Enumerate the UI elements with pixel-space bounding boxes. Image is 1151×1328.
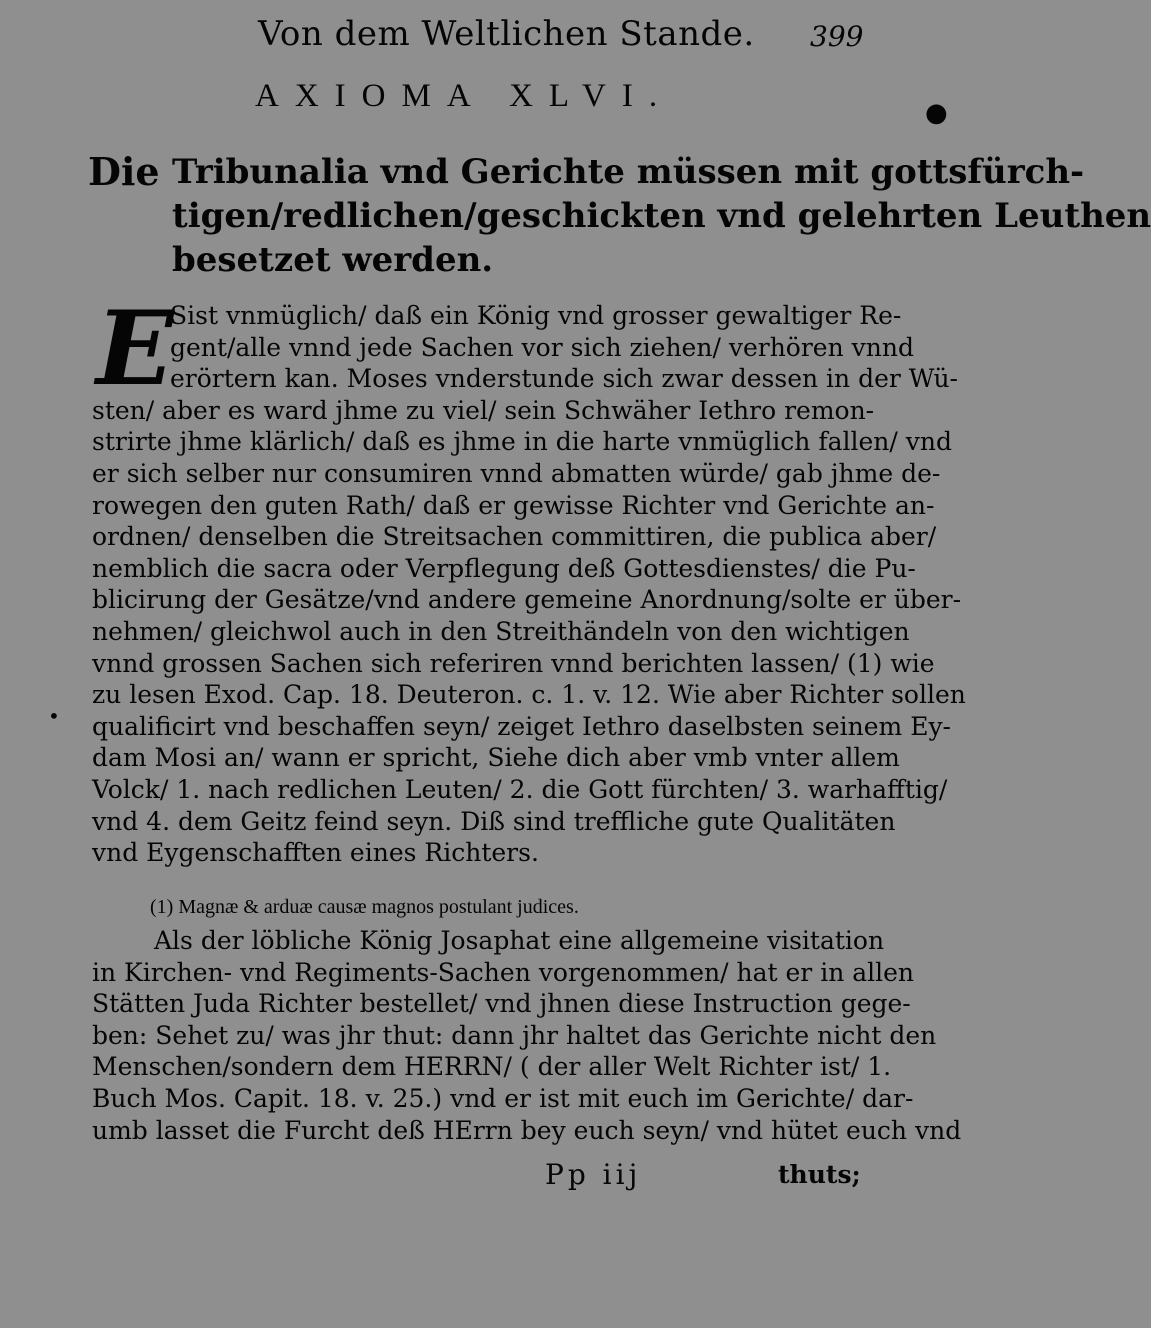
axiom-heading: AXIOMA XLVI. xyxy=(255,78,674,114)
text-line: zu lesen Exod. Cap. 18. Deuteron. c. 1. v. 12. Wie aber Richter sollen xyxy=(92,680,966,710)
text-line: qualificirt vnd beschaffen seyn/ zeiget Iethro daselbsten seinem Ey- xyxy=(92,711,952,741)
thesis-statement xyxy=(88,149,1151,282)
text-line: er sich selber nur consumiren vnnd abmatten würde/ gab jhme de- xyxy=(92,458,941,488)
text-line: strirte jhme klärlich/ daß es jhme in die harte vnmüglich fallen/ vnd xyxy=(92,427,952,457)
paragraph-2 xyxy=(92,925,962,1146)
margin-mark: • xyxy=(48,704,60,728)
text-line: erörtern kan. Moses vnderstunde sich zwar dessen in der Wü- xyxy=(170,364,959,394)
footnote: (1) Magnæ & arduæ causæ magnos postulant judices. xyxy=(150,896,579,918)
text-line: nemblich die sacra oder Verpflegung deß Gottesdienstes/ die Pu- xyxy=(92,553,916,583)
text-line: Als der löbliche König Josaphat eine allgemeine visitation xyxy=(154,926,885,955)
thesis-lead-word: Die xyxy=(88,149,160,194)
text-line: sten/ aber es ward jhme zu viel/ sein Schwäher Iethro remon- xyxy=(92,395,875,425)
signature-mark: Pp iij xyxy=(545,1158,642,1191)
text-line: dam Mosi an/ wann er spricht, Siehe dich aber vmb vnter allem xyxy=(92,743,900,773)
running-title: Von dem Weltlichen Stande. xyxy=(258,14,755,54)
text-line: vnnd grossen Sachen sich referiren vnnd berichten lassen/ (1) wie xyxy=(92,648,935,678)
thesis-lines xyxy=(172,150,1151,282)
text-line: Buch Mos. Capit. 18. v. 25.) vnd er ist mit euch im Gerichte/ dar- xyxy=(92,1083,914,1113)
text-line: in Kirchen- vnd Regiments-Sachen vorgenommen/ hat er in allen xyxy=(92,957,915,987)
catchword: thuts; xyxy=(778,1160,861,1189)
thesis-line: besetzet werden. xyxy=(172,240,494,280)
text-line: Volck/ 1. nach redlichen Leuten/ 2. die Gott fürchten/ 3. warhafftig/ xyxy=(92,774,948,804)
drop-cap-initial: E xyxy=(96,289,174,409)
thesis-line: Tribunalia vnd Gerichte müssen mit gottsfürch- xyxy=(172,152,1085,192)
thesis-line: tigen/redlichen/geschickten vnd gelehrten Leuthen xyxy=(172,196,1151,236)
margin-mark: ● xyxy=(925,98,948,128)
text-line: rowegen den guten Rath/ daß er gewisse Richter vnd Gerichte an- xyxy=(92,490,935,520)
text-line: ordnen/ denselben die Streitsachen committiren, die publica aber/ xyxy=(92,522,937,552)
text-line: vnd 4. dem Geitz feind seyn. Diß sind treffliche gute Qualitäten xyxy=(92,806,896,836)
text-line: vnd Eygenschafften eines Richters. xyxy=(92,838,539,868)
text-line: Sist vnmüglich/ daß ein König vnd grosser gewaltiger Re- xyxy=(170,301,902,330)
text-line: ben: Sehet zu/ was jhr thut: dann jhr haltet das Gerichte nicht den xyxy=(92,1020,937,1050)
text-line: Stätten Juda Richter bestellet/ vnd jhnen diese Instruction gege- xyxy=(92,989,911,1019)
text-line: umb lasset die Furcht deß HErrn bey euch seyn/ vnd hütet euch vnd xyxy=(92,1115,962,1145)
text-line: gent/alle vnnd jede Sachen vor sich ziehen/ verhören vnnd xyxy=(170,332,914,362)
text-line: blicirung der Gesätze/vnd andere gemeine Anordnung/solte er über- xyxy=(92,585,962,615)
paragraph-1 xyxy=(92,289,966,869)
text-line: Menschen/sondern dem HERRN/ ( der aller Welt Richter ist/ 1. xyxy=(92,1052,892,1082)
text-line: nehmen/ gleichwol auch in den Streithändeln von den wichtigen xyxy=(92,616,910,646)
page-number: 399 xyxy=(810,20,864,53)
